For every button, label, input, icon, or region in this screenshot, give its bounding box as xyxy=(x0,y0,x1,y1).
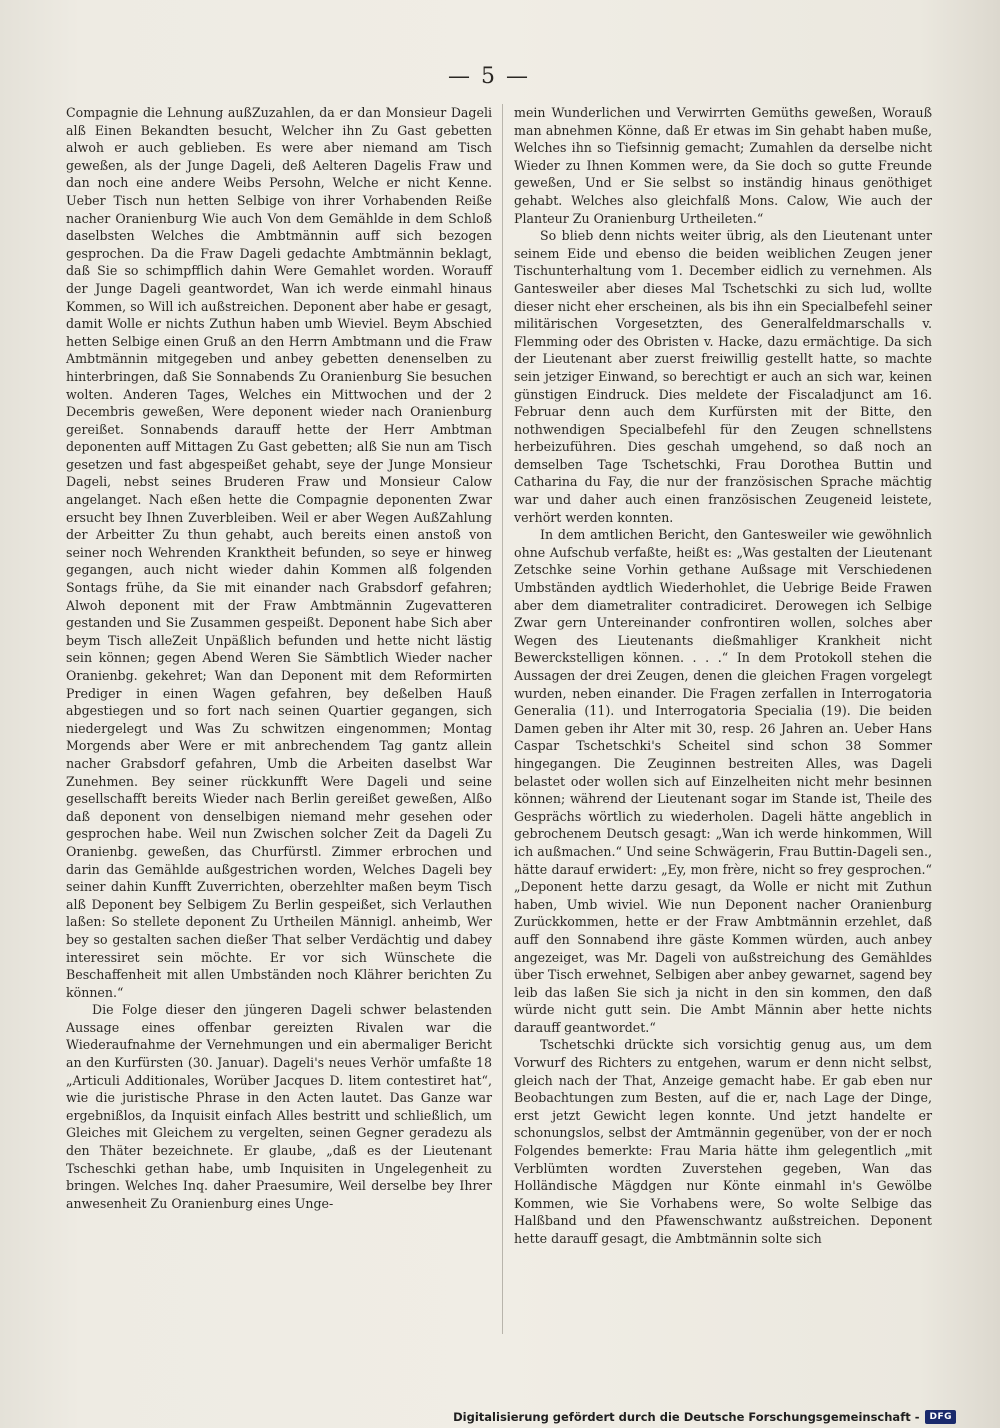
left-paragraph-1: Compagnie die Lehnung außZuzahlen, da er dan Monsieur Dageli alß Einen Bekandten besucht, Welcher ihn Zu Gast gebetten alwoh er auch geblieben. Es were aber niemand am Tisch geweßen, als der Junge Dageli, deß Aelteren Dagelis Fraw und dan noch eine andere Weibs Persohn, Welche er nicht Kenne. Ueber Tisch nun hetten Selbige von ihrer Vorhabenden Reiße nacher Oranienburg Wie auch Von dem Gemählde in dem Schloß daselbsten Welches die Ambtmännin auff sich bezogen gesprochen. Da die Fraw Dageli gedachte Ambtmännin beklagt, daß Sie so schimpfflich dahin Were Gemahlet worden. Worauff der Junge Dageli geantwordet, Wan ich werde einmahl hinaus Kommen, so Will ich außstreichen. Deponent aber habe er gesagt, damit Wolle er nichts Zuthun haben umb Wieviel. Beym Abschied hetten Selbige einen Gruß an den Herrn Ambtmann und die Fraw Ambtmännin mitgegeben und anbey gebetten denenselben zu hinterbringen, daß Sie Sonnabends Zu Oranienburg Sie besuchen wolten. Anderen Tages, Welches ein Mittwochen und der 2 Decembris geweßen, Were deponent wieder nach Oranienburg gereißet. Sonnabends darauff hette der Herr Ambtman deponenten auff Mittagen Zu Gast gebetten; alß Sie nun am Tisch gesetzen und fast abgespeißet gehabt, seye der Junge Monsieur Dageli, nebst seines Bruderen Fraw und Monsieur Calow angelanget. Nach eßen hette die Compagnie deponenten Zwar ersucht bey Ihnen Zuverbleiben. Weil er aber Wegen AußZahlung der Arbeitter Zu thun gehabt, auch bereits einen anstoß von seiner noch Wehrenden Kranktheit befunden, so seye er hinweg gegangen, auch nicht wieder dahin Kommen alß folgenden Sontags frühe, da Sie mit einander nach Grabsdorf gefahren; Alwoh deponent mit der Fraw Ambtmännin Zugevatteren gestanden und Sie Zusammen gespeißt. Deponent habe Sich aber beym Tisch alleZeit Unpäßlich befunden und hette nicht lästig sein können; gegen Abend Weren Sie Sämbtlich Wieder nacher Oranienbg. gekehret; Wan dan Deponent mit dem Reformirten Prediger in einen Wagen gefahren, bey deßelben Hauß abgestiegen und so fort nach seinen Quartier gegangen, sich niedergelegt und Was Zu schwitzen eingenommen; Montag Morgends aber Were er mit anbrechendem Tag gantz allein nacher Grabsdorf gefahren, Umb die Arbeiten daselbst War Zunehmen. Bey seiner rückkunfft Were Dageli und seine gesellschafft bereits Wieder nach Berlin gereißet geweßen, Alßo daß deponent von denselbigen niemand mehr gesehen oder gesprochen habe. Weil nun Zwischen solcher Zeit da Dageli Zu Oranienbg. geweßen, das Churfürstl. Zimmer erbrochen und darin das Gemählde außgestrichen worden, Welches Dageli bey seiner dahin Kunfft Zuverrichten, oberzehlter maßen beym Tisch alß Deponent bey Selbigem Zu Berlin gespeißet, sich Verlauthen laßen: So stellete deponent Zu Urtheilen Männigl. anheimb, Wer bey so gestalten sachen dießer That selber Verdächtig und dabey interessiret sein möchte. Er vor sich Wünschete die Beschaffenheit mit allen Umbständen noch Klährer berichten Zu können.“ xyxy=(66,105,492,1000)
digitization-footer xyxy=(453,1406,956,1428)
right-paragraph-1: mein Wunderlichen und Verwirrten Gemüths geweßen, Worauß man abnehmen Könne, daß Er etwas im Sin gehabt haben muße, Welches ihn so Tiefsinnig gemacht; Zumahlen da derselbe nicht Wieder zu Ihnen Kommen were, da Sie doch so gutte Freunde geweßen, Und er Sie selbst so inständig hinaus genöthiget gehabt. Welches also gleichfalß Mons. Calow, Wie auch der Planteur Zu Oranienburg Urtheileten.“ xyxy=(514,105,932,226)
column-divider xyxy=(502,104,503,1334)
footer-text: Digitalisierung gefördert durch die Deutsche Forschungsgemeinschaft - xyxy=(453,1410,920,1424)
right-paragraph-2: So blieb denn nichts weiter übrig, als den Lieutenant unter seinem Eide und ebenso die beiden weiblichen Zeugen jener Tischunterhaltung vom 1. December eidlich zu vernehmen. Als Ganteswеiler aber dieses Mal Tschetschki zu sich lud, wollte dieser nicht eher erscheinen, als bis ihn ein Specialbefehl seiner militärischen Vorgesetzten, des Generalfeldmarschalls v. Flemming oder des Obristen v. Hacke, dazu ermächtige. Da sich der Lieutenant aber zuerst freiwillig gestellt hatte, so machte sein jetziger Einwand, so berechtigt er auch an sich war, keinen günstigen Eindruck. Dies meldete der Fiscaladjunct am 16. Februar denn auch dem Kurfürsten mit der Bitte, den nothwendigen Specialbefehl für den Zeugen schnellstens herbeizuführen. Dies geschah umgehend, so daß noch an demselben Tage Tschetschki, Frau Dorothea Buttin und Catharina du Fay, die nur der französischen Sprache mächtig war und daher auch einen französischen Zeugeneid leistete, verhört werden konnten. xyxy=(514,228,932,525)
left-paragraph-2: Die Folge dieser den jüngeren Dageli schwer belastenden Aussage eines offenbar gereizten Rivalen war die Wiederaufnahme der Vernehmungen und ein abermaliger Bericht an den Kurfürsten (30. Januar). Dageli's neues Verhör umfaßte 18 „Articuli Additionales, Worüber Jacques D. litem contestiret hat“, wie die juristische Phrase in den Acten lautet. Das Ganze war ergebnißlos, da Inquisit einfach Alles bestritt und schließlich, um Gleiches mit Gleichem zu vergelten, seinen Gegner geradezu als den Thäter bezeichnete. Er glaube, „daß es der Lieutenant Tscheschki gethan habe, umb Inquisiten in Ungelegenheit zu bringen. Welches Inq. daher Praesumire, Weil derselbe bey Ihrer anwesenheit Zu Oranienburg eines Unge- xyxy=(66,1002,492,1211)
right-column xyxy=(514,104,932,1344)
left-column xyxy=(66,104,492,1344)
right-paragraph-4: Tschetschki drückte sich vorsichtig genug aus, um dem Vorwurf des Richters zu entgehen, warum er denn nicht selbst, gleich nach der That, Anzeige gemacht habe. Er gab eben nur Beobachtungen zum Besten, auf die er, nach Lage der Dinge, erst jetzt Gewicht legen konnte. Und jetzt handelte er schonungslos, selbst der Amtmännin gegenüber, von der er noch Folgendes bemerkte: Frau Maria hätte ihm gelegentlich „mit Verblümten wordten Zuverstehen gegeben, Wan das Holländische Mägdgen nur Könte einmahl in's Gewölbe Kommen, wie Sie Vorhabens were, So wolte Selbige das Halßband und den Pfawenschwantz außstreichen. Deponent hette darauff gesagt, die Ambtmännin solte sich xyxy=(514,1037,932,1246)
dfg-logo: DFG xyxy=(925,1410,956,1424)
page-number: — 5 — xyxy=(448,64,530,89)
right-paragraph-3: In dem amtlichen Bericht, den Gantesweiler wie gewöhnlich ohne Aufschub verfaßte, heißt es: „Was gestalten der Lieutenant Zetschke seine Vorhin gethane Außsage mit Verschiedenen Umbständen aydtlich Wiederhohlet, die Uebrige Beide Frawen aber dem diametraliter contradiciret. Derowegen ich Selbige Zwar gern Untereinander confrontiren wollen, solches aber Wegen des Lieutenants dießmahliger Krankheit nicht Bewerckstelligen können. . . .“ In dem Protokoll stehen die Aussagen der drei Zeugen, denen die gleichen Fragen vorgelegt wurden, neben einander. Die Fragen zerfallen in Interrogatoria Generalia (11). und Interrogatoria Specialia (19). Die beiden Damen geben ihr Alter mit 30, resp. 26 Jahren an. Ueber Hans Caspar Tschetschki's Scheitel sind schon 38 Sommer hingegangen. Die Zeuginnen bestreiten Alles, was Dageli belastet oder wollen sich auf Einzelheiten nicht mehr besinnen können; während der Lieutenant sogar im Stande ist, Theile des Gesprächs wörtlich zu wiederholen. Dageli hätte angeblich in gebrochenem Deutsch gesagt: „Wan ich werde hinkommen, Will ich außmachen.“ Und seine Schwägerin, Frau Buttin-Dageli sen., hätte darauf erwidert: „Ey, mon frère, nicht so frey gesprochen.“ „Deponent hette darzu gesagt, da Wolle er nicht mit Zuthun haben, Umb wiviel. Wie nun Deponent nacher Oranienburg Zurückkommen, hette er der Fraw Ambtmännin erzehlet, daß auff den Sonnabend ihre gäste Kommen würden, auch anbey angezeiget, was Mr. Dageli von außstreichung des Gemähldes über Tisch erwehnet, Selbigen aber anbey gewarnet, sagend bey leib das laßen Sie sich ja nicht in den sin kommen, den daß würde nicht gutt sein. Die Ambt Männin aber hette nichts darauff geantwordet.“ xyxy=(514,527,932,1035)
